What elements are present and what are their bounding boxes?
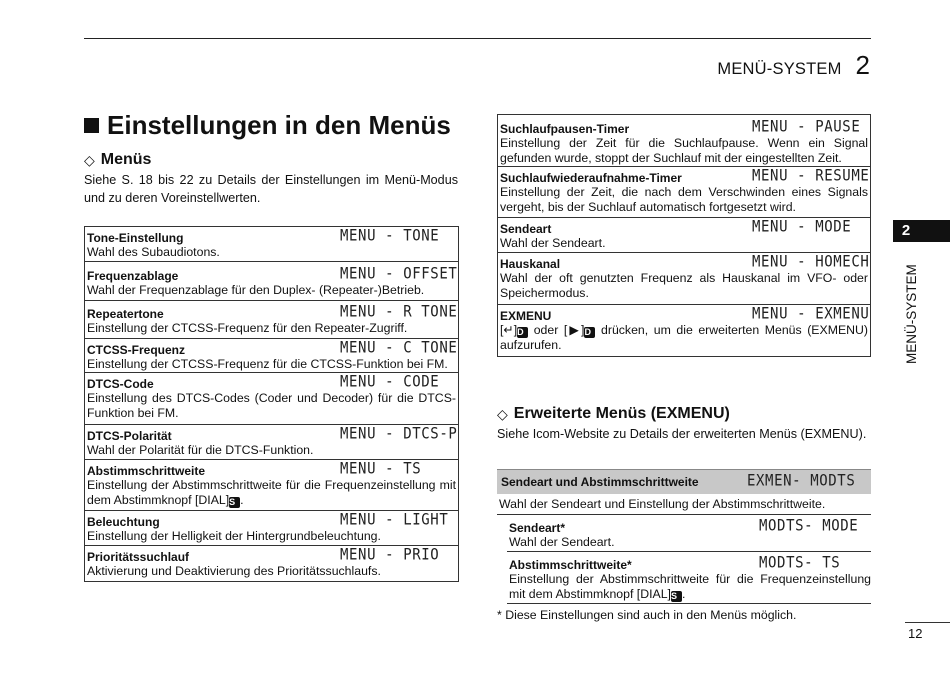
- menu-row-name: Abstimmschrittweite: [87, 464, 206, 478]
- section-header: [717, 50, 870, 81]
- menu-row-desc: Einstellung der Abstimmschrittweite für die Frequenzeinstellung mit dem Abstimmknopf [DIAL]S .: [509, 572, 871, 601]
- menu-row: [498, 167, 870, 218]
- menu-row-desc: Wahl der oft genutzten Frequenz als Hauskanal im VFO- oder Speichermodus.: [500, 271, 868, 300]
- lcd-readout: MENU - LIGHT: [340, 510, 449, 529]
- arrow-key-text: oder [▶]: [533, 323, 585, 337]
- menu-row-desc: Wahl der Polarität für die DTCS-Funktion.: [87, 443, 314, 457]
- menu-row-name: Suchlaufpausen-Timer: [500, 122, 630, 136]
- menu-row: [498, 115, 870, 167]
- menu-row-name: Beleuchtung: [87, 515, 160, 529]
- enter-key-text: [↵]: [500, 323, 518, 337]
- side-tab-label-text: MENÜ-SYSTEM: [904, 264, 919, 364]
- side-tab-number: 2: [901, 222, 911, 239]
- menu-row-name: Frequenzablage: [87, 269, 179, 283]
- menu-table-right: [497, 114, 871, 357]
- menu-row-name: Hauskanal: [500, 257, 561, 271]
- menu-row-desc: Einstellung der CTCSS-Frequenz für den Repeater-Zugriff.: [87, 321, 408, 335]
- menu-row-desc: Wahl der Sendeart.: [500, 236, 606, 250]
- menu-row: [498, 253, 870, 305]
- menus-intro: Siehe S. 18 bis 22 zu Details der Einstellungen im Menü-Modus und zu deren Voreinstellwerten.: [84, 173, 458, 205]
- diamond-icon: ◇: [497, 405, 508, 422]
- lcd-readout: MENU - PAUSE: [752, 117, 861, 136]
- menu-row-desc-text: Einstellung der Abstimmschrittweite für die Frequenzeinstellung mit dem Abstimmknopf [DIAL]: [509, 572, 871, 601]
- lcd-readout: MODTS- TS: [759, 553, 841, 572]
- section-title: MENÜ-SYSTEM: [717, 60, 842, 78]
- menus-heading: [84, 151, 151, 169]
- menu-row-name: Prioritätssuchlauf: [87, 550, 190, 564]
- menu-row-desc: Einstellung der Zeit, die nach dem Verschwinden eines Signals vergeht, bis der Suchlauf automatisch fortgesetzt wird.: [500, 185, 868, 214]
- square-bullet-icon: [84, 118, 99, 133]
- exmenu-intro: Siehe Icom-Website zu Details der erweiterten Menüs (EXMENU).: [497, 427, 867, 441]
- lcd-readout: MENU - OFFSET: [340, 264, 458, 283]
- menu-row: [498, 305, 870, 356]
- menu-row-desc: Wahl der Frequenzablage für den Duplex- (Repeater-)Betrieb.: [87, 283, 425, 297]
- exmenu-subrow: [507, 552, 871, 604]
- lcd-readout: MENU - C TONE: [340, 338, 458, 357]
- menu-row-name: DTCS-Code: [87, 377, 154, 391]
- menu-row-name: Suchlaufwiederaufnahme-Timer: [500, 171, 682, 185]
- menu-row-desc-text: Einstellung der Abstimmschrittweite für die Frequenzeinstellung mit dem Abstimmknopf [DIAL]: [87, 478, 456, 507]
- menu-row: [85, 301, 458, 339]
- exmenu-table-desc: Wahl der Sendeart und Einstellung der Abstimmschrittweite.: [497, 494, 871, 515]
- menu-row: [85, 460, 458, 511]
- menu-row: [85, 262, 458, 301]
- menu-table-left: [84, 226, 459, 582]
- exmenu-heading-text: Erweiterte Menüs (EXMENU): [513, 405, 730, 422]
- page-title: [84, 110, 451, 141]
- side-tab-label: [904, 246, 920, 366]
- exmenu-heading: [497, 405, 730, 423]
- lcd-readout: MENU - DTCS-P: [340, 424, 458, 443]
- menu-row: [85, 339, 458, 373]
- menu-row-name: Sendeart: [500, 222, 552, 236]
- section-number: 2: [855, 50, 870, 80]
- menu-row-desc: Einstellung der Abstimmschrittweite für die Frequenzeinstellung mit dem Abstimmknopf [DIAL]S .: [87, 478, 456, 507]
- lcd-readout: MENU - PRIO: [340, 545, 440, 564]
- lcd-readout: MODTS- MODE: [759, 516, 859, 535]
- exmenu-table: [497, 469, 871, 604]
- menu-row-name: Tone-Einstellung: [87, 231, 184, 245]
- lcd-readout: MENU - CODE: [340, 372, 440, 391]
- lcd-readout: MENU - TONE: [340, 226, 440, 245]
- menu-row-desc: Wahl des Subaudiotons.: [87, 245, 220, 259]
- s-key-icon: S: [671, 591, 682, 602]
- d-key-icon: D: [584, 327, 595, 338]
- exmenu-table-header: [497, 469, 871, 494]
- menu-row: [85, 511, 458, 546]
- header-rule: [84, 38, 871, 39]
- footnote: * Diese Einstellungen sind auch in den Menüs möglich.: [497, 608, 797, 622]
- menu-row: [85, 546, 458, 581]
- menu-row-desc: Aktivierung und Deaktivierung des Prioritätssuchlaufs.: [87, 564, 381, 578]
- menu-row-name: EXMENU: [500, 309, 552, 323]
- menu-row-name: Abstimmschrittweite*: [509, 558, 632, 572]
- menus-heading-text: Menüs: [100, 151, 152, 168]
- exmenu-head-name: Sendeart und Abstimmschrittweite: [501, 475, 699, 489]
- menu-row-desc: [500, 323, 868, 355]
- menu-row: [85, 227, 458, 262]
- menu-row-desc: Einstellung des DTCS-Codes (Coder und Decoder) für die DTCS-Funktion bei FM.: [87, 391, 456, 420]
- exmenu-subrow: [507, 515, 871, 552]
- s-key-icon: S: [229, 497, 240, 508]
- menu-row-desc: Einstellung der Zeit für die Suchlaufpause. Wenn ein Signal gefunden wurde, stoppt der Suchlauf mit der eingestellten Zeit.: [500, 136, 868, 165]
- diamond-icon: ◇: [84, 151, 95, 168]
- menu-row-name: Sendeart*: [509, 521, 566, 535]
- menu-row-name: CTCSS-Frequenz: [87, 343, 186, 357]
- lcd-readout: MENU - HOMECH: [752, 252, 870, 271]
- menu-row-name: DTCS-Polarität: [87, 429, 172, 443]
- exmenu-desc-text: drücken, um die erweiterten Menüs (EXMENU) aufzurufen.: [500, 323, 868, 352]
- d-key-icon: D: [517, 327, 528, 338]
- menu-row-desc: Einstellung der Helligkeit der Hintergrundbeleuchtung.: [87, 529, 381, 543]
- page-number-rule: [905, 622, 950, 623]
- lcd-readout: MENU - R TONE: [340, 302, 458, 321]
- menu-row: [498, 218, 870, 253]
- menu-row: [85, 373, 458, 425]
- menu-row-desc: Einstellung der CTCSS-Frequenz für die CTCSS-Funktion bei FM.: [87, 357, 448, 371]
- lcd-readout: EXMEN- MODTS: [747, 471, 856, 490]
- lcd-readout: MENU - TS: [340, 459, 422, 478]
- page-title-text: Einstellungen in den Menüs: [107, 110, 451, 140]
- menu-row: [85, 425, 458, 460]
- lcd-readout: MENU - RESUME: [752, 166, 870, 185]
- lcd-readout: MENU - MODE: [752, 217, 852, 236]
- lcd-readout: MENU - EXMENU: [752, 304, 870, 323]
- menu-row-name: Repeatertone: [87, 307, 164, 321]
- page-number: 12: [908, 626, 923, 641]
- menu-row-desc: Wahl der Sendeart.: [509, 535, 615, 549]
